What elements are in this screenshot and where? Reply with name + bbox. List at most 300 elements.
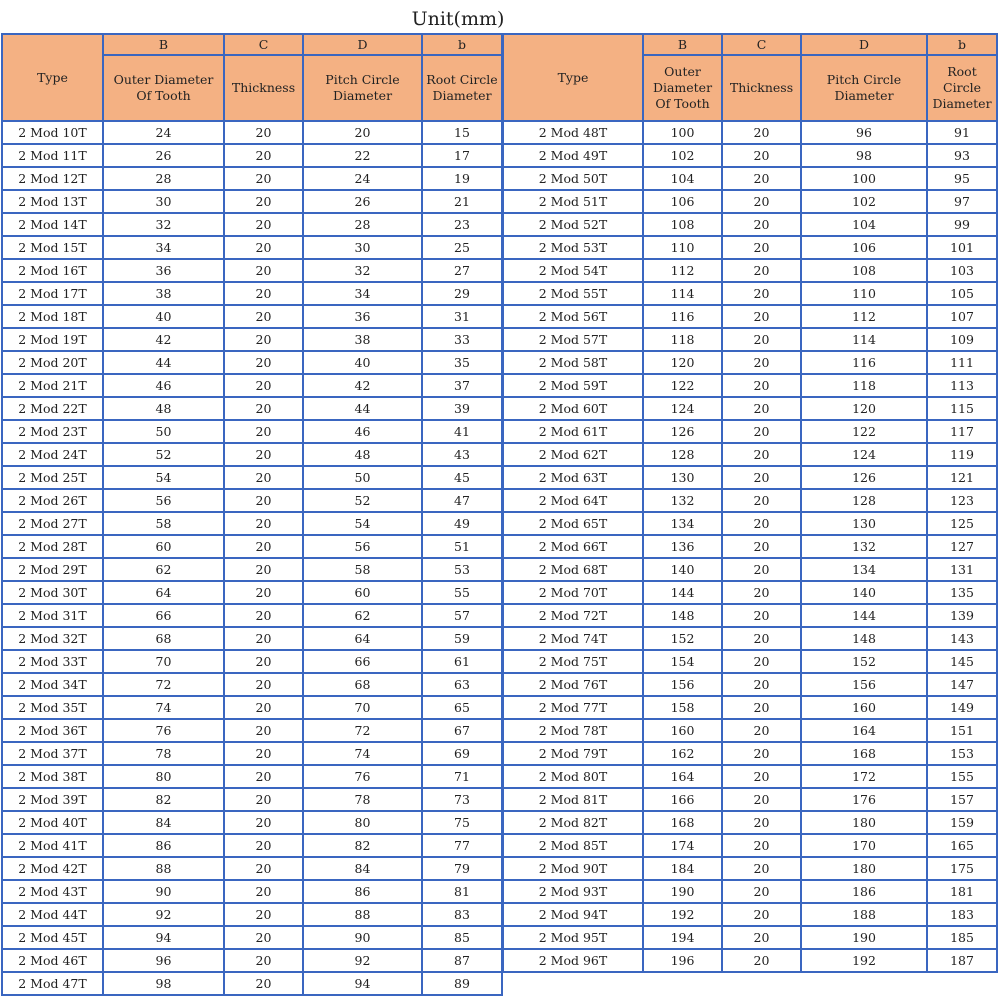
table-row <box>2 765 502 788</box>
cell-outer-diameter: 44 <box>103 351 224 374</box>
cell-thickness: 20 <box>722 719 801 742</box>
cell-type: 2 Mod 43T <box>2 880 103 903</box>
table-row <box>2 259 502 282</box>
cell-root-circle-diameter: 63 <box>422 673 502 696</box>
cell-outer-diameter: 106 <box>643 190 722 213</box>
table-row <box>503 719 997 742</box>
cell-outer-diameter: 90 <box>103 880 224 903</box>
cell-type: 2 Mod 57T <box>503 328 643 351</box>
cell-root-circle-diameter: 35 <box>422 351 502 374</box>
cell-outer-diameter: 76 <box>103 719 224 742</box>
cell-root-circle-diameter: 31 <box>422 305 502 328</box>
cell-outer-diameter: 122 <box>643 374 722 397</box>
cell-type: 2 Mod 18T <box>2 305 103 328</box>
cell-outer-diameter: 88 <box>103 857 224 880</box>
cell-thickness: 20 <box>224 466 303 489</box>
cell-root-circle-diameter: 119 <box>927 443 997 466</box>
cell-pitch-circle-diameter: 70 <box>303 696 422 719</box>
cell-thickness: 20 <box>224 489 303 512</box>
cell-outer-diameter: 56 <box>103 489 224 512</box>
cell-root-circle-diameter: 43 <box>422 443 502 466</box>
cell-type: 2 Mod 70T <box>503 581 643 604</box>
cell-root-circle-diameter: 95 <box>927 167 997 190</box>
cell-root-circle-diameter: 159 <box>927 811 997 834</box>
header-letter-b-lower: b <box>927 34 997 55</box>
cell-outer-diameter: 46 <box>103 374 224 397</box>
cell-type: 2 Mod 38T <box>2 765 103 788</box>
table-row <box>2 581 502 604</box>
table-row <box>503 190 997 213</box>
header-letter-b-upper: B <box>103 34 224 55</box>
cell-pitch-circle-diameter: 90 <box>303 926 422 949</box>
cell-type: 2 Mod 19T <box>2 328 103 351</box>
cell-outer-diameter: 154 <box>643 650 722 673</box>
table-row <box>503 558 997 581</box>
header-root-circle-diameter: Root Circle Diameter <box>927 55 997 121</box>
cell-outer-diameter: 162 <box>643 742 722 765</box>
cell-pitch-circle-diameter: 180 <box>801 811 927 834</box>
cell-type: 2 Mod 40T <box>2 811 103 834</box>
cell-pitch-circle-diameter: 170 <box>801 834 927 857</box>
cell-type: 2 Mod 55T <box>503 282 643 305</box>
cell-type: 2 Mod 20T <box>2 351 103 374</box>
cell-thickness: 20 <box>224 351 303 374</box>
table-row <box>2 880 502 903</box>
cell-type: 2 Mod 27T <box>2 512 103 535</box>
cell-outer-diameter: 164 <box>643 765 722 788</box>
cell-thickness: 20 <box>722 765 801 788</box>
table-row <box>503 305 997 328</box>
cell-outer-diameter: 32 <box>103 213 224 236</box>
cell-outer-diameter: 38 <box>103 282 224 305</box>
cell-thickness: 20 <box>224 972 303 995</box>
cell-outer-diameter: 100 <box>643 121 722 144</box>
cell-outer-diameter: 196 <box>643 949 722 972</box>
cell-pitch-circle-diameter: 144 <box>801 604 927 627</box>
cell-pitch-circle-diameter: 74 <box>303 742 422 765</box>
cell-type: 2 Mod 74T <box>503 627 643 650</box>
cell-type: 2 Mod 16T <box>2 259 103 282</box>
cell-outer-diameter: 28 <box>103 167 224 190</box>
cell-outer-diameter: 68 <box>103 627 224 650</box>
cell-thickness: 20 <box>224 443 303 466</box>
table-row <box>503 811 997 834</box>
cell-thickness: 20 <box>722 420 801 443</box>
cell-root-circle-diameter: 85 <box>422 926 502 949</box>
cell-thickness: 20 <box>722 443 801 466</box>
cell-type: 2 Mod 66T <box>503 535 643 558</box>
cell-thickness: 20 <box>722 581 801 604</box>
cell-pitch-circle-diameter: 130 <box>801 512 927 535</box>
cell-thickness: 20 <box>722 880 801 903</box>
cell-outer-diameter: 158 <box>643 696 722 719</box>
cell-type: 2 Mod 93T <box>503 880 643 903</box>
cell-root-circle-diameter: 117 <box>927 420 997 443</box>
cell-root-circle-diameter: 45 <box>422 466 502 489</box>
cell-root-circle-diameter: 83 <box>422 903 502 926</box>
cell-type: 2 Mod 95T <box>503 926 643 949</box>
cell-pitch-circle-diameter: 128 <box>801 489 927 512</box>
cell-outer-diameter: 190 <box>643 880 722 903</box>
table-row <box>2 489 502 512</box>
cell-outer-diameter: 42 <box>103 328 224 351</box>
cell-type: 2 Mod 76T <box>503 673 643 696</box>
cell-thickness: 20 <box>722 696 801 719</box>
cell-type: 2 Mod 11T <box>2 144 103 167</box>
cell-root-circle-diameter: 61 <box>422 650 502 673</box>
cell-type: 2 Mod 10T <box>2 121 103 144</box>
cell-pitch-circle-diameter: 180 <box>801 857 927 880</box>
table-row <box>503 604 997 627</box>
cell-root-circle-diameter: 185 <box>927 926 997 949</box>
cell-root-circle-diameter: 59 <box>422 627 502 650</box>
cell-pitch-circle-diameter: 50 <box>303 466 422 489</box>
cell-root-circle-diameter: 127 <box>927 535 997 558</box>
cell-outer-diameter: 110 <box>643 236 722 259</box>
header-type: Type <box>503 34 643 121</box>
cell-outer-diameter: 24 <box>103 121 224 144</box>
table-row <box>503 351 997 374</box>
cell-thickness: 20 <box>722 926 801 949</box>
cell-thickness: 20 <box>224 719 303 742</box>
cell-pitch-circle-diameter: 76 <box>303 765 422 788</box>
cell-thickness: 20 <box>224 305 303 328</box>
cell-root-circle-diameter: 71 <box>422 765 502 788</box>
cell-root-circle-diameter: 125 <box>927 512 997 535</box>
cell-type: 2 Mod 21T <box>2 374 103 397</box>
cell-pitch-circle-diameter: 40 <box>303 351 422 374</box>
cell-outer-diameter: 156 <box>643 673 722 696</box>
cell-root-circle-diameter: 65 <box>422 696 502 719</box>
cell-thickness: 20 <box>722 857 801 880</box>
table-row <box>503 650 997 673</box>
cell-outer-diameter: 92 <box>103 903 224 926</box>
cell-pitch-circle-diameter: 118 <box>801 374 927 397</box>
cell-type: 2 Mod 85T <box>503 834 643 857</box>
cell-type: 2 Mod 14T <box>2 213 103 236</box>
cell-pitch-circle-diameter: 104 <box>801 213 927 236</box>
table-row <box>503 512 997 535</box>
table-row <box>503 213 997 236</box>
unit-title: Unit(mm) <box>411 8 505 30</box>
cell-outer-diameter: 72 <box>103 673 224 696</box>
cell-type: 2 Mod 50T <box>503 167 643 190</box>
cell-root-circle-diameter: 139 <box>927 604 997 627</box>
cell-type: 2 Mod 65T <box>503 512 643 535</box>
cell-pitch-circle-diameter: 134 <box>801 558 927 581</box>
cell-pitch-circle-diameter: 148 <box>801 627 927 650</box>
table-row <box>2 420 502 443</box>
cell-pitch-circle-diameter: 106 <box>801 236 927 259</box>
cell-root-circle-diameter: 97 <box>927 190 997 213</box>
cell-thickness: 20 <box>224 696 303 719</box>
cell-root-circle-diameter: 29 <box>422 282 502 305</box>
table-row <box>503 443 997 466</box>
cell-type: 2 Mod 53T <box>503 236 643 259</box>
cell-pitch-circle-diameter: 36 <box>303 305 422 328</box>
cell-type: 2 Mod 12T <box>2 167 103 190</box>
cell-pitch-circle-diameter: 96 <box>801 121 927 144</box>
table-body-left <box>2 121 502 995</box>
cell-thickness: 20 <box>722 144 801 167</box>
cell-outer-diameter: 94 <box>103 926 224 949</box>
header-letter-b-upper: B <box>643 34 722 55</box>
cell-thickness: 20 <box>224 236 303 259</box>
cell-thickness: 20 <box>224 880 303 903</box>
cell-outer-diameter: 82 <box>103 788 224 811</box>
cell-type: 2 Mod 44T <box>2 903 103 926</box>
cell-thickness: 20 <box>224 650 303 673</box>
header-thickness: Thickness <box>224 55 303 121</box>
cell-root-circle-diameter: 181 <box>927 880 997 903</box>
cell-outer-diameter: 126 <box>643 420 722 443</box>
cell-pitch-circle-diameter: 140 <box>801 581 927 604</box>
cell-type: 2 Mod 13T <box>2 190 103 213</box>
table-row <box>503 420 997 443</box>
header-thickness: Thickness <box>722 55 801 121</box>
cell-pitch-circle-diameter: 110 <box>801 282 927 305</box>
cell-type: 2 Mod 79T <box>503 742 643 765</box>
cell-outer-diameter: 144 <box>643 581 722 604</box>
table-row <box>2 673 502 696</box>
header-root-circle-diameter: Root Circle Diameter <box>422 55 502 121</box>
cell-pitch-circle-diameter: 66 <box>303 650 422 673</box>
cell-thickness: 20 <box>224 857 303 880</box>
table-row <box>503 535 997 558</box>
table-row <box>2 604 502 627</box>
cell-thickness: 20 <box>224 627 303 650</box>
cell-type: 2 Mod 54T <box>503 259 643 282</box>
cell-outer-diameter: 30 <box>103 190 224 213</box>
cell-root-circle-diameter: 165 <box>927 834 997 857</box>
table-row <box>2 121 502 144</box>
table-row <box>2 144 502 167</box>
cell-pitch-circle-diameter: 108 <box>801 259 927 282</box>
header-letter-c: C <box>722 34 801 55</box>
header-outer-diameter: Outer Diameter Of Tooth <box>103 55 224 121</box>
cell-type: 2 Mod 15T <box>2 236 103 259</box>
cell-root-circle-diameter: 23 <box>422 213 502 236</box>
cell-type: 2 Mod 31T <box>2 604 103 627</box>
cell-root-circle-diameter: 89 <box>422 972 502 995</box>
cell-thickness: 20 <box>722 236 801 259</box>
cell-outer-diameter: 40 <box>103 305 224 328</box>
cell-pitch-circle-diameter: 26 <box>303 190 422 213</box>
table-row <box>2 742 502 765</box>
cell-root-circle-diameter: 37 <box>422 374 502 397</box>
cell-type: 2 Mod 75T <box>503 650 643 673</box>
table-row <box>503 282 997 305</box>
table-row <box>503 949 997 972</box>
cell-outer-diameter: 194 <box>643 926 722 949</box>
cell-root-circle-diameter: 121 <box>927 466 997 489</box>
cell-pitch-circle-diameter: 102 <box>801 190 927 213</box>
cell-thickness: 20 <box>224 949 303 972</box>
table-row <box>2 788 502 811</box>
cell-type: 2 Mod 25T <box>2 466 103 489</box>
table-row <box>2 236 502 259</box>
cell-type: 2 Mod 63T <box>503 466 643 489</box>
cell-type: 2 Mod 32T <box>2 627 103 650</box>
cell-pitch-circle-diameter: 64 <box>303 627 422 650</box>
cell-outer-diameter: 84 <box>103 811 224 834</box>
cell-outer-diameter: 140 <box>643 558 722 581</box>
cell-thickness: 20 <box>722 259 801 282</box>
cell-thickness: 20 <box>224 834 303 857</box>
cell-type: 2 Mod 51T <box>503 190 643 213</box>
cell-root-circle-diameter: 187 <box>927 949 997 972</box>
cell-thickness: 20 <box>722 213 801 236</box>
cell-pitch-circle-diameter: 54 <box>303 512 422 535</box>
cell-thickness: 20 <box>722 949 801 972</box>
cell-thickness: 20 <box>722 351 801 374</box>
cell-type: 2 Mod 45T <box>2 926 103 949</box>
cell-type: 2 Mod 59T <box>503 374 643 397</box>
header-letter-d: D <box>801 34 927 55</box>
cell-outer-diameter: 36 <box>103 259 224 282</box>
cell-root-circle-diameter: 77 <box>422 834 502 857</box>
cell-pitch-circle-diameter: 172 <box>801 765 927 788</box>
table-row <box>503 581 997 604</box>
cell-root-circle-diameter: 81 <box>422 880 502 903</box>
cell-thickness: 20 <box>722 121 801 144</box>
cell-type: 2 Mod 46T <box>2 949 103 972</box>
cell-thickness: 20 <box>224 167 303 190</box>
cell-outer-diameter: 70 <box>103 650 224 673</box>
cell-pitch-circle-diameter: 126 <box>801 466 927 489</box>
table-row <box>503 673 997 696</box>
cell-outer-diameter: 86 <box>103 834 224 857</box>
cell-type: 2 Mod 36T <box>2 719 103 742</box>
cell-thickness: 20 <box>722 903 801 926</box>
cell-type: 2 Mod 82T <box>503 811 643 834</box>
cell-thickness: 20 <box>722 604 801 627</box>
cell-outer-diameter: 166 <box>643 788 722 811</box>
cell-root-circle-diameter: 151 <box>927 719 997 742</box>
cell-outer-diameter: 160 <box>643 719 722 742</box>
cell-type: 2 Mod 96T <box>503 949 643 972</box>
table-row <box>2 535 502 558</box>
cell-pitch-circle-diameter: 24 <box>303 167 422 190</box>
cell-pitch-circle-diameter: 38 <box>303 328 422 351</box>
cell-root-circle-diameter: 47 <box>422 489 502 512</box>
cell-type: 2 Mod 94T <box>503 903 643 926</box>
cell-pitch-circle-diameter: 156 <box>801 673 927 696</box>
cell-root-circle-diameter: 73 <box>422 788 502 811</box>
cell-thickness: 20 <box>722 673 801 696</box>
cell-root-circle-diameter: 25 <box>422 236 502 259</box>
cell-outer-diameter: 136 <box>643 535 722 558</box>
cell-thickness: 20 <box>224 144 303 167</box>
table-row <box>2 834 502 857</box>
cell-outer-diameter: 102 <box>643 144 722 167</box>
table-row <box>503 259 997 282</box>
cell-thickness: 20 <box>224 742 303 765</box>
header-outer-diameter: Outer Diameter Of Tooth <box>643 55 722 121</box>
cell-outer-diameter: 48 <box>103 397 224 420</box>
cell-pitch-circle-diameter: 72 <box>303 719 422 742</box>
cell-thickness: 20 <box>224 535 303 558</box>
table-row <box>2 305 502 328</box>
gear-spec-table-left <box>1 33 503 996</box>
cell-type: 2 Mod 49T <box>503 144 643 167</box>
cell-root-circle-diameter: 149 <box>927 696 997 719</box>
cell-pitch-circle-diameter: 112 <box>801 305 927 328</box>
cell-type: 2 Mod 29T <box>2 558 103 581</box>
cell-outer-diameter: 60 <box>103 535 224 558</box>
cell-pitch-circle-diameter: 58 <box>303 558 422 581</box>
cell-pitch-circle-diameter: 56 <box>303 535 422 558</box>
cell-root-circle-diameter: 143 <box>927 627 997 650</box>
cell-root-circle-diameter: 113 <box>927 374 997 397</box>
cell-root-circle-diameter: 53 <box>422 558 502 581</box>
cell-pitch-circle-diameter: 188 <box>801 903 927 926</box>
cell-outer-diameter: 104 <box>643 167 722 190</box>
table-row <box>2 857 502 880</box>
cell-type: 2 Mod 30T <box>2 581 103 604</box>
table-row <box>503 236 997 259</box>
cell-type: 2 Mod 60T <box>503 397 643 420</box>
cell-pitch-circle-diameter: 82 <box>303 834 422 857</box>
table-row <box>2 282 502 305</box>
table-row <box>503 765 997 788</box>
cell-root-circle-diameter: 155 <box>927 765 997 788</box>
cell-type: 2 Mod 47T <box>2 972 103 995</box>
table-row <box>503 788 997 811</box>
cell-outer-diameter: 116 <box>643 305 722 328</box>
cell-thickness: 20 <box>224 604 303 627</box>
cell-outer-diameter: 50 <box>103 420 224 443</box>
cell-outer-diameter: 184 <box>643 857 722 880</box>
cell-pitch-circle-diameter: 116 <box>801 351 927 374</box>
cell-root-circle-diameter: 107 <box>927 305 997 328</box>
cell-outer-diameter: 108 <box>643 213 722 236</box>
cell-root-circle-diameter: 183 <box>927 903 997 926</box>
cell-pitch-circle-diameter: 32 <box>303 259 422 282</box>
cell-pitch-circle-diameter: 94 <box>303 972 422 995</box>
cell-pitch-circle-diameter: 176 <box>801 788 927 811</box>
table-body-right <box>503 121 997 972</box>
cell-thickness: 20 <box>722 788 801 811</box>
cell-root-circle-diameter: 17 <box>422 144 502 167</box>
table-row <box>503 167 997 190</box>
cell-thickness: 20 <box>224 673 303 696</box>
cell-root-circle-diameter: 135 <box>927 581 997 604</box>
cell-pitch-circle-diameter: 124 <box>801 443 927 466</box>
cell-root-circle-diameter: 21 <box>422 190 502 213</box>
cell-root-circle-diameter: 57 <box>422 604 502 627</box>
cell-outer-diameter: 114 <box>643 282 722 305</box>
cell-outer-diameter: 64 <box>103 581 224 604</box>
cell-outer-diameter: 98 <box>103 972 224 995</box>
table-row <box>503 880 997 903</box>
cell-root-circle-diameter: 123 <box>927 489 997 512</box>
cell-outer-diameter: 112 <box>643 259 722 282</box>
header-pitch-circle-diameter: Pitch Circle Diameter <box>801 55 927 121</box>
cell-thickness: 20 <box>224 328 303 351</box>
cell-thickness: 20 <box>722 535 801 558</box>
cell-root-circle-diameter: 87 <box>422 949 502 972</box>
cell-thickness: 20 <box>722 834 801 857</box>
cell-pitch-circle-diameter: 86 <box>303 880 422 903</box>
cell-type: 2 Mod 62T <box>503 443 643 466</box>
cell-pitch-circle-diameter: 114 <box>801 328 927 351</box>
cell-pitch-circle-diameter: 100 <box>801 167 927 190</box>
table-row <box>2 972 502 995</box>
cell-thickness: 20 <box>224 512 303 535</box>
cell-pitch-circle-diameter: 30 <box>303 236 422 259</box>
cell-type: 2 Mod 64T <box>503 489 643 512</box>
